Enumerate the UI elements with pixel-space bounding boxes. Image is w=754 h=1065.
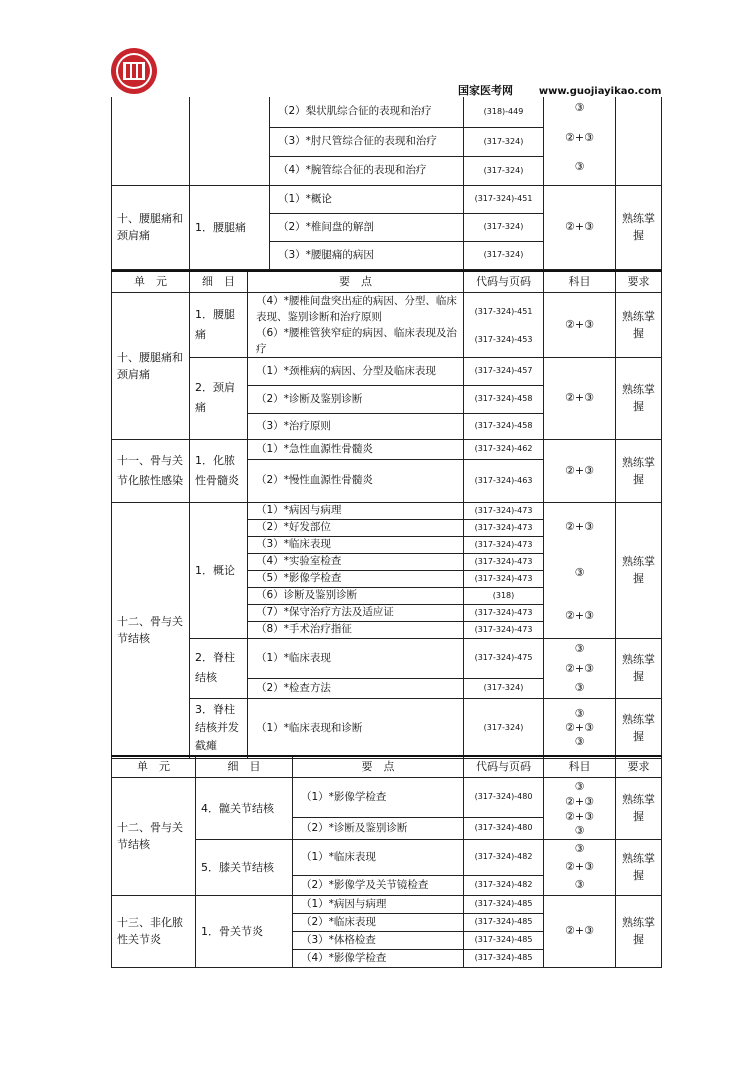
code-cell: (317-324)-480: [464, 777, 544, 817]
req-cell: 熟练掌握: [616, 439, 662, 502]
header-code: 代码与页码: [464, 756, 544, 777]
code-cell: (317-324)-473: [464, 570, 544, 587]
unit-cell: 十二、骨与关节结核: [112, 777, 196, 895]
subject-cell: ②+③: [544, 292, 616, 357]
header-code: 代码与页码: [464, 271, 544, 292]
subject-value: ③: [574, 707, 585, 720]
subject-cell: [544, 777, 616, 839]
req-cell: 熟练掌握: [616, 638, 662, 698]
code-cell: (317-324)-485: [464, 913, 544, 931]
point-cell: （2）梨状肌综合征的表现和治疗: [270, 97, 464, 127]
point-cell: （4）*实验室检查: [248, 553, 464, 570]
point-cell: （3）*体格检查: [293, 931, 464, 949]
req-cell: 熟练掌握: [616, 357, 662, 439]
point-cell: （5）*影像学检查: [248, 570, 464, 587]
req-cell-empty: [616, 97, 662, 185]
code-cell: (317-324)-473: [464, 604, 544, 621]
header-unit: 单 元: [112, 271, 190, 292]
req-cell: 熟练掌握: [616, 502, 662, 638]
code-cell: (317-324)-463: [464, 459, 544, 502]
code-cell: (317-324): [464, 127, 544, 156]
code-cell: (317-324): [464, 241, 544, 269]
header-point: 要 点: [293, 756, 464, 777]
subject-value: ③: [574, 642, 585, 655]
code-cell: (317-324): [464, 698, 544, 758]
subject-value: ③: [574, 878, 585, 891]
unit-cell: 十二、骨与关节结核: [112, 502, 190, 758]
subject-value: ②+③: [565, 809, 594, 823]
site-logo: [110, 47, 158, 95]
item-cell-empty: [190, 97, 270, 185]
header-point: 要 点: [248, 271, 464, 292]
point-cell: （1）*病因与病理: [293, 895, 464, 913]
site-name: 国家医考网: [458, 84, 513, 97]
point-cell: （2）*检查方法: [248, 678, 464, 698]
subject-cell: ②+③: [544, 439, 616, 502]
req-cell: 熟练掌握: [616, 895, 662, 967]
point-cell: （1）*颈椎病的病因、分型及临床表现: [248, 357, 464, 385]
header-requirement: 要求: [616, 756, 662, 777]
code-cell: (317-324)-485: [464, 949, 544, 967]
point-cell: （1）*临床表现: [293, 839, 464, 875]
point-cell: （3）*治疗原则: [248, 413, 464, 439]
subject-cell: [544, 638, 616, 698]
subject-value: ③: [574, 823, 585, 837]
item-cell: 4．髋关节结核: [196, 777, 293, 839]
unit-cell: 十、腰腿痛和颈肩痛: [112, 292, 190, 439]
subject-cell: ②+③: [544, 895, 616, 967]
code-cell: (317-324)-475: [464, 638, 544, 678]
unit-cell: 十一、骨与关节化脓性感染: [112, 439, 190, 502]
point-cell: （1）*临床表现和诊断: [248, 698, 464, 758]
item-cell: 1．骨关节炎: [196, 895, 293, 967]
subject-value: ③: [574, 735, 585, 748]
header-item: 细 目: [196, 756, 293, 777]
item-cell: 2．颈肩痛: [190, 357, 248, 439]
item-cell: 1．腰腿痛: [190, 185, 270, 269]
subject-value: ③: [574, 101, 585, 114]
point-cell: （4）*腕管综合征的表现和治疗: [270, 156, 464, 185]
code-cell: (317-324)-458: [464, 413, 544, 439]
subject-value: ③: [574, 842, 585, 855]
req-cell: 熟练掌握: [616, 839, 662, 895]
req-cell: 熟练掌握: [616, 185, 662, 269]
item-cell: 2．脊柱结核: [190, 638, 248, 698]
point-cell: （1）*概论: [270, 185, 464, 213]
code-cell: (317-324)-473: [464, 502, 544, 519]
header-subject: 科目: [544, 756, 616, 777]
site-url: www.guojiayikao.com: [538, 86, 662, 97]
code-cell: (317-324)-480: [464, 817, 544, 839]
point-cell: （8）*手术治疗指征: [248, 621, 464, 638]
subject-value: ③: [574, 779, 585, 793]
subject-value: ②+③: [565, 721, 594, 734]
code-cell: (317-324)-451: [464, 185, 544, 213]
site-header: [458, 82, 661, 98]
code-cell: (317-324)-482: [464, 839, 544, 875]
subject-value: ②+③: [565, 794, 594, 808]
point-cell: （2）*椎间盘的解剖: [270, 213, 464, 241]
point-cell: （3）*腰腿痛的病因: [270, 241, 464, 269]
item-cell: 1．腰腿痛: [190, 292, 248, 357]
subject-value: ②+③: [565, 860, 594, 873]
point-cell: （1）*急性血源性骨髓炎: [248, 439, 464, 459]
code-value: (317-324)-453: [474, 334, 533, 344]
code-cell: (317-324)-473: [464, 621, 544, 638]
code-cell: (317-324)-473: [464, 553, 544, 570]
point-cell: （2）*慢性血源性骨髓炎: [248, 459, 464, 502]
code-cell: (318): [464, 587, 544, 604]
code-cell: (317-324)-462: [464, 439, 544, 459]
point-text: （6）*腰椎管狭窄症的病因、临床表现及治疗: [256, 326, 457, 355]
subject-value: ②+③: [565, 609, 594, 622]
code-cell: (317-324): [464, 678, 544, 698]
code-cell: (317-324)-458: [464, 385, 544, 413]
header-subject: 科目: [544, 271, 616, 292]
subject-cell: [544, 839, 616, 895]
subject-cell: [544, 698, 616, 758]
point-cell: （3）*临床表现: [248, 536, 464, 553]
header-unit: 单 元: [112, 756, 196, 777]
code-cell: (317-324): [464, 156, 544, 185]
syllabus-table-part2: [111, 270, 662, 759]
point-cell: （2）*诊断及鉴别诊断: [293, 817, 464, 839]
code-cell: (317-324)-485: [464, 895, 544, 913]
point-text: （4）*腰椎间盘突出症的病因、分型、临床表现、鉴别诊断和治疗原则: [256, 294, 457, 323]
point-cell: （2）*好发部位: [248, 519, 464, 536]
header-requirement: 要求: [616, 271, 662, 292]
item-cell: 1．概论: [190, 502, 248, 638]
req-cell: 熟练掌握: [616, 698, 662, 758]
point-cell: （7）*保守治疗方法及适应证: [248, 604, 464, 621]
subject-cell: [544, 97, 616, 185]
subject-value: ②+③: [565, 131, 594, 144]
item-cell: 1．化脓性骨髓炎: [190, 439, 248, 502]
point-cell: （2）*临床表现: [293, 913, 464, 931]
point-cell: （1）*临床表现: [248, 638, 464, 678]
subject-cell: [544, 502, 616, 638]
unit-cell: 十三、非化脓性关节炎: [112, 895, 196, 967]
code-cell: (317-324)-473: [464, 536, 544, 553]
point-cell: （4）*影像学检查: [293, 949, 464, 967]
item-cell: 3．脊柱结核并发截瘫: [190, 698, 248, 758]
subject-value: ③: [574, 681, 585, 694]
point-cell: （6）诊断及鉴别诊断: [248, 587, 464, 604]
unit-cell: 十、腰腿痛和颈肩痛: [112, 185, 190, 269]
point-cell: （2）*诊断及鉴别诊断: [248, 385, 464, 413]
point-cell: （2）*影像学及关节镜检查: [293, 875, 464, 895]
point-cell: （1）*影像学检查: [293, 777, 464, 817]
subject-value: ②+③: [565, 662, 594, 675]
subject-value: ③: [574, 566, 585, 579]
unit-cell-empty: [112, 97, 190, 185]
req-cell: 熟练掌握: [616, 292, 662, 357]
header-item: 细 目: [190, 271, 248, 292]
code-cell: (317-324)-473: [464, 519, 544, 536]
point-cell: （1）*病因与病理: [248, 502, 464, 519]
syllabus-table-part3: [111, 755, 662, 968]
code-cell: [464, 292, 544, 357]
subject-value: ③: [574, 160, 585, 173]
item-cell: 5．膝关节结核: [196, 839, 293, 895]
code-cell: (318)-449: [464, 97, 544, 127]
code-value: (317-324)-451: [474, 306, 533, 316]
subject-cell: ②+③: [544, 185, 616, 269]
code-cell: (317-324)-457: [464, 357, 544, 385]
req-cell: 熟练掌握: [616, 777, 662, 839]
code-cell: (317-324)-485: [464, 931, 544, 949]
point-cell: （3）*肘尺管综合征的表现和治疗: [270, 127, 464, 156]
syllabus-table-part1: [111, 97, 662, 270]
subject-cell: ②+③: [544, 357, 616, 439]
point-cell: [248, 292, 464, 357]
code-cell: (317-324): [464, 213, 544, 241]
code-cell: (317-324)-482: [464, 875, 544, 895]
subject-value: ②+③: [565, 520, 594, 533]
